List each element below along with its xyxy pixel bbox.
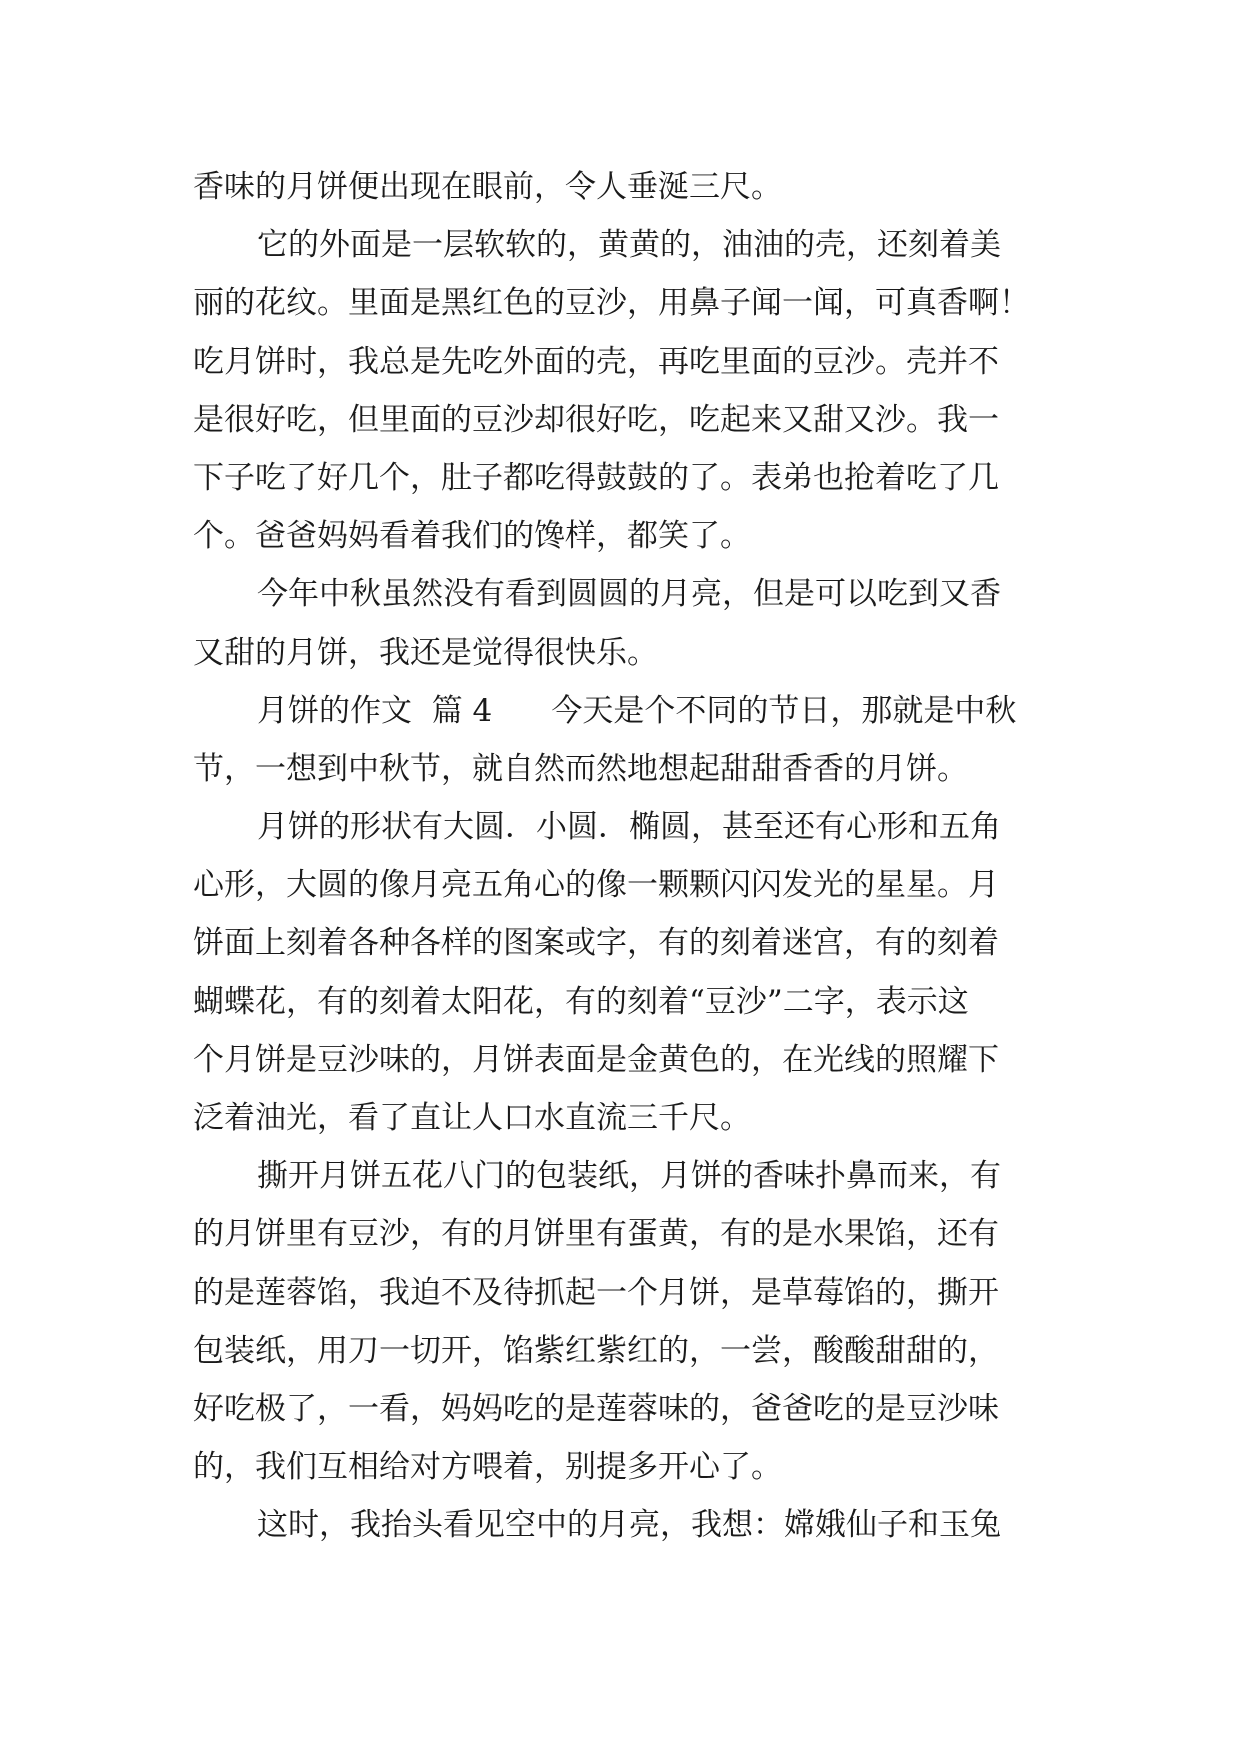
text-line-3: 丽的花纹。里面是黑红色的豆沙，用鼻子闻一闻，可真香啊！ xyxy=(193,285,1030,322)
text-line-24: 这时，我抬头看见空中的月亮，我想：嫦娥仙子和玉兔 xyxy=(257,1507,1001,1544)
text-line-5: 是很好吃，但里面的豆沙却很好吃，吃起来又甜又沙。我一 xyxy=(193,401,999,438)
text-line-11: 节，一想到中秋节，就自然而然地想起甜甜香香的月饼。 xyxy=(193,750,968,787)
text-line-21: 包装纸，用刀一切开，馅紫红紫红的，一尝，酸酸甜甜的， xyxy=(193,1332,999,1369)
essay-text xyxy=(193,158,1063,1555)
text-line-22: 好吃极了，一看，妈妈吃的是莲蓉味的，爸爸吃的是豆沙味 xyxy=(193,1390,999,1427)
section-heading-line: 月饼的作文 篇 4 今天是个不同的节日，那就是中秋 xyxy=(257,692,1017,729)
text-line-9: 又甜的月饼，我还是觉得很快乐。 xyxy=(193,634,658,671)
text-line-17: 泛着油光，看了直让人口水直流三千尺。 xyxy=(193,1100,751,1136)
text-line-12: 月饼的形状有大圆．小圆．椭圆，甚至还有心形和五角 xyxy=(257,809,1001,846)
text-line-16: 个月饼是豆沙味的，月饼表面是金黄色的，在光线的照耀下 xyxy=(193,1041,999,1078)
text-line-4: 吃月饼时，我总是先吃外面的壳，再吃里面的豆沙。壳并不 xyxy=(193,343,999,380)
text-line-8: 今年中秋虽然没有看到圆圆的月亮，但是可以吃到又香 xyxy=(257,576,1001,613)
text-line-20: 的是莲蓉馅，我迫不及待抓起一个月饼，是草莓馅的，撕开 xyxy=(193,1274,999,1311)
text-line-6: 下子吃了好几个，肚子都吃得鼓鼓的了。表弟也抢着吃了几 xyxy=(193,459,999,496)
text-line-7: 个。爸爸妈妈看着我们的馋样，都笑了。 xyxy=(193,518,751,555)
text-line-14: 饼面上刻着各种各样的图案或字，有的刻着迷宫，有的刻着 xyxy=(193,925,999,962)
text-line-15: 蝴蝶花，有的刻着太阳花，有的刻着“豆沙”二字，表示这 xyxy=(193,983,969,1020)
text-line-19: 的月饼里有豆沙，有的月饼里有蛋黄，有的是水果馅，还有 xyxy=(193,1216,999,1253)
text-line-18: 撕开月饼五花八门的包装纸，月饼的香味扑鼻而来，有 xyxy=(257,1158,1001,1195)
text-line-2: 它的外面是一层软软的，黄黄的，油油的壳，还刻着美 xyxy=(257,227,1001,264)
text-line-1: 香味的月饼便出现在眼前，令人垂涎三尺。 xyxy=(193,169,782,205)
text-line-13: 心形，大圆的像月亮五角心的像一颗颗闪闪发光的星星。月 xyxy=(193,867,999,904)
text-line-23: 的，我们互相给对方喂着，别提多开心了。 xyxy=(193,1449,782,1486)
